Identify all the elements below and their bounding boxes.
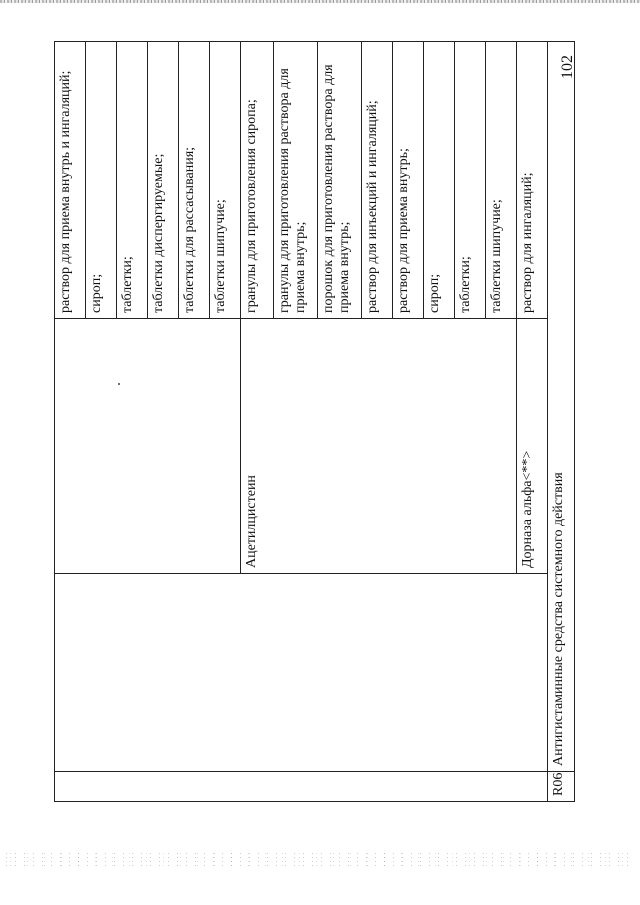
group-cell-empty — [55, 574, 548, 772]
table-row — [548, 42, 575, 802]
dosage-form-cell: таблетки для рассасывания; — [179, 42, 210, 319]
dosage-form-cell: раствор для ингаляций; — [517, 42, 548, 319]
dosage-form-cell: таблетки; — [455, 42, 486, 319]
code-cell-empty — [55, 772, 548, 802]
dosage-form-cell: таблетки шипучие; — [210, 42, 241, 319]
drug-table — [54, 41, 575, 802]
dosage-form-cell: раствор для приема внутрь и ингаляций; — [55, 42, 86, 319]
dosage-form-cell: раствор для инъекций и ингаляций; — [362, 42, 393, 319]
drug-cell-continued — [55, 319, 241, 574]
dosage-form-cell: таблетки шипучие; — [486, 42, 517, 319]
dosage-form-cell: гранулы для приготовления сиропа; — [241, 42, 274, 319]
table-row — [55, 42, 86, 802]
section-name-cell: Антигистаминные средства системного действия — [548, 42, 575, 772]
dosage-form-cell: гранулы для приготовления раствора для приема внутрь; — [274, 42, 318, 319]
dosage-form-cell: таблетки; — [117, 42, 148, 319]
drug-name-cell: Дорназа альфа<**> — [517, 319, 548, 574]
dosage-form-cell: раствор для приема внутрь; — [393, 42, 424, 319]
dosage-form-cell: сироп; — [424, 42, 455, 319]
dosage-form-cell: сироп; — [86, 42, 117, 319]
scan-noise-strip — [6, 850, 634, 866]
dosage-form-cell: таблетки диспергируемые; — [148, 42, 179, 319]
table-region — [54, 42, 566, 802]
rotated-table-wrapper — [54, 42, 566, 802]
page-number: 102 — [559, 55, 576, 79]
drug-name-cell: Ацетилцистеин — [241, 319, 517, 574]
scan-edge-artifact — [0, 0, 640, 3]
dosage-form-cell: порошок для приготовления раствора для приема внутрь; — [318, 42, 362, 319]
section-code-cell: R06 — [548, 772, 575, 802]
